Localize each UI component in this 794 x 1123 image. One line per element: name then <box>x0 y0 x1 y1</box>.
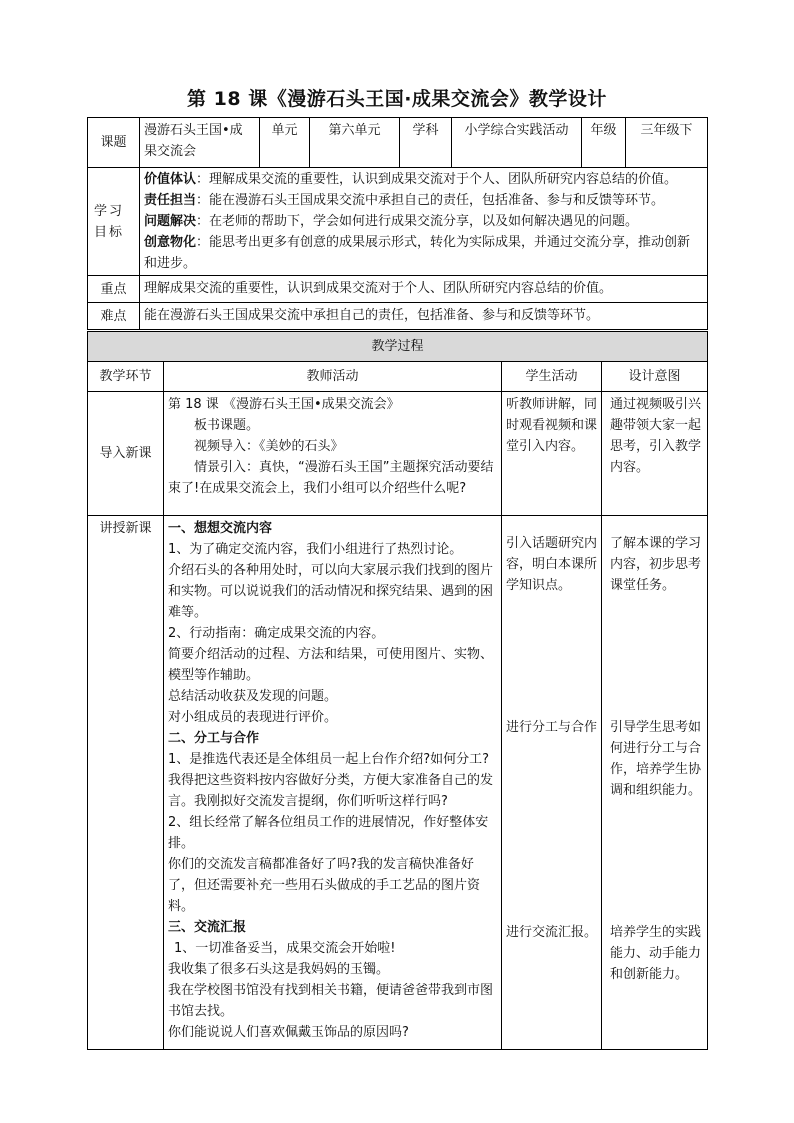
key-point-row <box>88 276 708 303</box>
lesson-teacher: 一、想想交流内容 1、为了确定交流内容，我们小组进行了热烈讨论。 介绍石头的各种用处时，可以向大家展示我们找到的图片和实物。可以说说我们的活动情况和探究结果、遇到的困难等。 2、行动指南：确定成果交流的内容。 简要介绍活动的过程、方法和结果，可使用图片、实物、模型等作辅助。 总结活动收获及发现的问题。 对小组成员的表现进行评价。 二、分工与合作 1、是推选代表还是全体组员一起上台作介绍?如何分工? 我得把这些资料按内容做好分类，方便大家准备自己的发言。我刚拟好交流发言提纲，你们听听这样行吗? 2、组长经常了解各位组员工作的进展情况，作好整体安排。 你们的交流发言稿都准备好了吗?我的发言稿快准备好了，但还需要补充一些用石头做成的手工艺品的图片资料。 三、交流汇报 1、一切准备妥当，成果交流会开始啦! 我收集了很多石头这是我妈妈的玉镯。 我在学校图书馆没有找到相关书籍，便请爸爸带我到市图书馆去找。 你们能说说人们喜欢佩戴玉饰品的原因吗? <box>164 516 502 1050</box>
col-student: 学生活动 <box>502 362 602 392</box>
course-row <box>88 118 708 168</box>
intro-stage: 导入新课 <box>88 392 164 516</box>
design-intent-1: 了解本课的学习内容，初步思考课堂任务。 <box>610 536 702 593</box>
design-intent-2: 引导学生思考如何进行分工与合作，培养学生协调和组织能力。 <box>610 720 702 798</box>
grade-label: 年级 <box>582 118 626 168</box>
course-label: 课题 <box>88 118 140 168</box>
intro-teacher: 第 18 课 《漫游石头王国•成果交流会》 板书课题。 视频导入：《美妙的石头》 情景引入：真快，“漫游石头王国”主题探究活动要结束了!在成果交流会上，我们小组可以介绍些什么呢? <box>164 392 502 516</box>
intro-student: 听教师讲解，同时观看视频和课堂引入内容。 <box>502 392 602 516</box>
goals-row <box>88 168 708 276</box>
difficulty-label: 难点 <box>88 303 140 330</box>
difficulty-text: 能在漫游石头王国成果交流中承担自己的责任，包括准备、参与和反馈等环节。 <box>140 303 708 330</box>
process-header: 教学过程 <box>88 332 708 362</box>
student-activity-3: 进行交流汇报。 <box>506 925 598 940</box>
goal-item: 价值体认：理解成果交流的重要性，认识到成果交流对于个人、团队所研究内容总结的价值。 <box>144 172 678 187</box>
key-point-text: 理解成果交流的重要性，认识到成果交流对于个人、团队所研究内容总结的价值。 <box>140 276 708 303</box>
subject-value: 小学综合实践活动 <box>452 118 582 168</box>
student-activity-2: 进行分工与合作 <box>506 720 598 735</box>
col-intent: 设计意图 <box>602 362 708 392</box>
lesson-info-table <box>87 117 708 330</box>
unit-value: 第六单元 <box>310 118 400 168</box>
col-stage: 教学环节 <box>88 362 164 392</box>
lesson-intent <box>602 516 708 1050</box>
grade-value: 三年级下 <box>626 118 708 168</box>
goals-label: 学习目标 <box>88 168 140 276</box>
col-teacher: 教师活动 <box>164 362 502 392</box>
teaching-process-table <box>87 331 708 1050</box>
student-activity-1: 引入话题研究内容，明白本课所学知识点。 <box>506 536 598 593</box>
course-value: 漫游石头王国•成果交流会 <box>140 118 260 168</box>
key-point-label: 重点 <box>88 276 140 303</box>
goal-item: 问题解决：在老师的帮助下，学会如何进行成果交流分享，以及如何解决遇见的问题。 <box>144 214 639 229</box>
goal-item: 创意物化：能思考出更多有创意的成果展示形式，转化为实际成果，并通过交流分享，推动创新和进步。 <box>144 235 691 271</box>
page-title: 第 18 课《漫游石头王国·成果交流会》教学设计 <box>187 88 607 110</box>
lesson-student <box>502 516 602 1050</box>
section-title: 一、想想交流内容 <box>168 521 273 536</box>
lesson-stage: 讲授新课 <box>88 516 164 1050</box>
lesson-row <box>88 516 708 1050</box>
intro-row <box>88 392 708 516</box>
subject-label: 学科 <box>400 118 452 168</box>
difficulty-row <box>88 303 708 330</box>
column-header-row <box>88 362 708 392</box>
goal-item: 责任担当：能在漫游石头王国成果交流中承担自己的责任，包括准备、参与和反馈等环节。 <box>144 193 665 208</box>
section-title: 三、交流汇报 <box>168 920 247 935</box>
goals-content <box>140 168 708 276</box>
intro-intent: 通过视频吸引兴趣带领大家一起思考，引入教学内容。 <box>602 392 708 516</box>
design-intent-3: 培养学生的实践能力、动手能力和创新能力。 <box>610 925 702 982</box>
section-title: 二、分工与合作 <box>168 731 260 746</box>
process-header-row <box>88 332 708 362</box>
unit-label: 单元 <box>260 118 310 168</box>
